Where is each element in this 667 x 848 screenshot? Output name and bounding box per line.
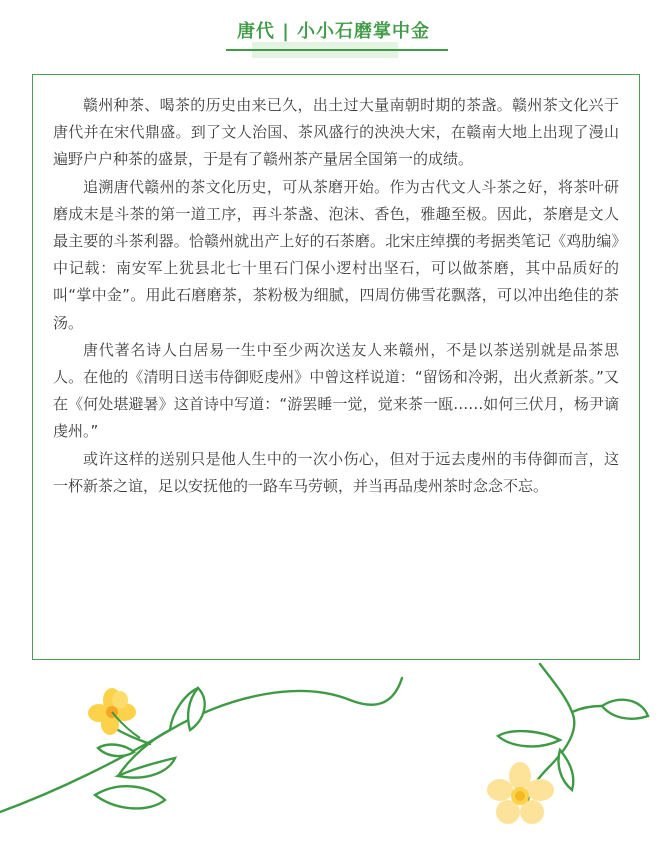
paragraph-2: 追溯唐代赣州的茶文化历史，可从茶磨开始。作为古代文人斗茶之好，将茶叶研磨成末是斗茶的第一道工序，再斗茶盏、泡沫、香色，雅趣至极。因此，茶磨是文人最主要的斗茶利器。恰赣州就出产上好的石茶磨。北宋庄绰撰的考据类笔记《鸡肋编》中记载：南安军上犹县北七十里石门保小逻村出坚石，可以做茶磨，其中品质好的叫“掌中金”。用此石磨磨茶，茶粉极为细腻，四周仿佛雪花飘落，可以冲出绝佳的茶汤。: [53, 177, 619, 332]
vine-left-icon: [0, 678, 402, 812]
paragraph-3: 唐代著名诗人白居易一生中至少两次送友人来赣州，不是以茶送别就是品茶思人。在他的《清明日送韦侍御贬虔州》中曾这样说道：“留饧和冷粥，出火煮新茶。”又在《何处堪避暑》这首诗中写道：“游罢睡一觉，觉来茶一瓯……如何三伏月，杨尹谪虔州。”: [53, 340, 619, 441]
title-section: [0, 12, 667, 62]
paragraph-1: 赣州种茶、喝茶的历史由来已久，出土过大量南朝时期的茶盏。赣州茶文化兴于唐代并在宋代鼎盛。到了文人治国、茶风盛行的泱泱大宋，在赣南大地上出现了漫山遍野户户种茶的盛景，于是有了赣州茶产量居全国第一的成绩。: [53, 96, 619, 169]
page-title: 唐代 | 小小石磨掌中金: [236, 21, 431, 42]
flower-left-icon: [88, 688, 140, 738]
flower-right-icon: [487, 762, 554, 824]
vine-right-icon: [498, 664, 648, 800]
article-box: [32, 74, 640, 660]
title-underline: [226, 49, 448, 51]
paragraph-4: 或许这样的送别只是他人生中的一次小伤心，但对于远去虔州的韦侍御而言，这一杯新茶之谊，足以安抚他的一路车马劳顿，并当再品虔州茶时念念不忘。: [53, 449, 619, 495]
